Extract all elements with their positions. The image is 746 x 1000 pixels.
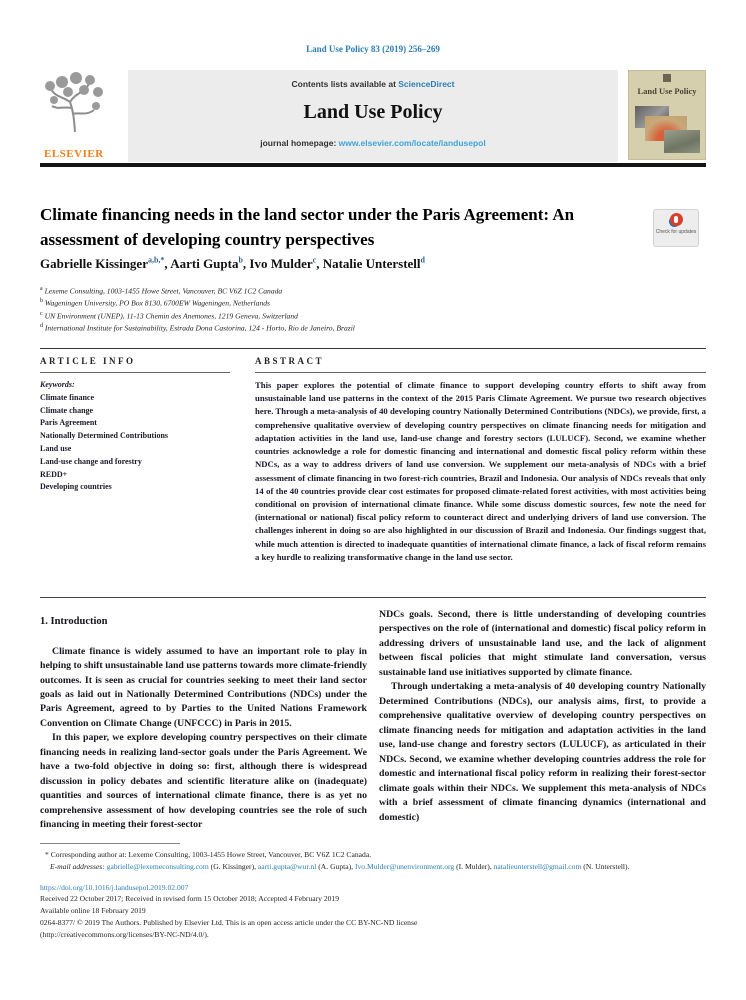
author-sup: b [238,256,243,265]
keyword: Climate change [40,405,94,415]
keyword: Paris Agreement [40,418,97,428]
email-addresses-line [40,861,706,873]
affiliation-text: Lexeme Consulting, 1003-1455 Howe Street, Vancouver, BC V6Z 1C2 Canada [44,286,283,296]
cover-emblem-icon [663,74,671,82]
doi-link[interactable]: https://doi.org/10.1016/j.landusepol.2019.02.007 [40,882,189,892]
article-info-rule [40,372,230,373]
author [323,256,425,271]
homepage-label: journal homepage: [260,138,339,148]
email-label: E-mail addresses: [50,861,107,871]
keywords-block [40,379,230,494]
affiliation-text: UN Environment (UNEP), 11-13 Chemin des Anemones, 1219 Geneva, Switzerland [44,311,298,321]
author-name: Ivo Mulder [249,256,313,272]
keyword: Land use [40,443,72,453]
journal-citation-link[interactable]: Land Use Policy 83 (2019) 256–269 [306,44,440,54]
footnote-block [40,849,706,940]
author-name: Gabrielle Kissinger [40,256,148,272]
affiliation [40,285,680,297]
affiliation-sup: a [40,286,43,292]
section-top-rule [40,348,706,349]
keyword: Developing countries [40,482,112,492]
banner-center [128,70,618,162]
author [170,256,249,271]
elsevier-wordmark: ELSEVIER [44,148,104,160]
copyright-line: 0264-8377/ © 2019 The Authors. Published by Elsevier Ltd. This is an open access article under the CC BY-NC-ND license [40,917,418,927]
author [249,256,322,271]
journal-title: Land Use Policy [303,101,443,123]
cover-photo-3 [664,130,700,153]
affiliation-sup: d [40,322,43,329]
check-for-updates-label: Check for updates [655,229,697,235]
received-line: Received 22 October 2017; Received in revised form 15 October 2018; Accepted 4 February 2019 [40,894,340,904]
author-sup: d [420,256,425,265]
author-sep: , [316,256,323,272]
email-name: (N. Unterstell). [581,861,630,871]
journal-cover-thumbnail [628,70,706,160]
intro-paragraph: NDCs goals. Second, there is little understanding of developing countries perspectives on the role of (international and domestic) fiscal policy reform in addressing drivers of unsustainable land use, and the lack of alignment between fiscal policies that might stimulate land conversation, versus sustainable land use initiatives supported by climate finance. [379,609,706,678]
email-link[interactable]: gabrielle@lexemeconsulting.com [106,861,209,871]
affiliation-sup: c [40,310,43,317]
keyword: Land-use change and forestry [40,456,142,466]
footnote-rule [40,843,180,844]
author-name: Natalie Unterstell [322,256,421,272]
doi-line [40,882,706,894]
article-title: Climate financing needs in the land sector under the Paris Agreement: An assessment of developing country perspectives [40,205,575,249]
email-name: (I. Mulder), [454,861,494,871]
affiliation-text: International Institute for Sustainability, Estrada Dona Castorina, 124 - Horto, Rio de Janeiro, Brazil [44,323,355,333]
corresponding-author-note: * Corresponding author at: Lexeme Consulting, 1003-1455 Howe Street, Vancouver, BC V6Z 1C2 Canada. [45,850,372,859]
check-for-updates-badge[interactable] [653,209,699,247]
intro-paragraph: In this paper, we explore developing country perspectives on their climate financing needs in realizing land-sector goals under the Paris Agreement. We have a two-fold objective in doing so: first, although there is widespread discussion in policy debates and scientific literature alike on (inadequate) quantities and sources of international climate finance, there is as yet no comprehensive assessment of how developing countries see the role of such financing in meeting their forest-sector [40,732,367,831]
introduction-heading: 1. Introduction [40,616,108,627]
author-sep: , [164,256,171,272]
email-link[interactable]: aarti.gupta@wur.nl [257,861,317,871]
journal-banner [40,70,706,162]
intro-paragraph: Climate finance is widely assumed to have an important role to play in helping to shift unsustainable land use patterns towards more climate-friendly outcomes. It is seen as crucial for countries seeking to meet their land sector goals as laid out in Nationally Determined Contributions (NDCs) under the Paris Agreement, agreed to by Parties to the United Nations Framework Convention on Climate Change (UNFCCC) in Paris in 2015. [40,645,367,729]
affiliation-text: Wageningen University, PO Box 8130, 6700EW Wageningen, Netherlands [44,298,271,308]
homepage-line [128,138,618,148]
article-info-heading: ARTICLE INFO [40,356,136,366]
journal-homepage-link[interactable]: www.elsevier.com/locate/landusepol [338,138,486,148]
affiliation [40,310,680,322]
author-sup: a,b,* [147,256,165,265]
author-list [40,256,660,272]
email-link[interactable]: Ivo.Mulder@unenvironment.org [354,861,455,871]
contents-line [128,79,618,89]
elsevier-logo [40,70,128,162]
affiliation [40,297,680,309]
keywords-label: Keywords: [40,380,75,389]
license-url-line: (http://creativecommons.org/licenses/BY-NC-ND/4.0/). [40,929,209,939]
author-name: Aarti Gupta [170,256,239,272]
elsevier-tree-icon [40,70,110,140]
abstract-bottom-rule [40,597,706,598]
available-online-line: Available online 18 February 2019 [40,906,146,916]
affiliation [40,322,680,334]
banner-divider [40,163,706,167]
sciencedirect-link[interactable]: ScienceDirect [398,79,455,89]
author-sep: , [242,256,250,272]
crossmark-icon [670,213,683,226]
abstract-text: This paper explores the potential of climate finance to support developing country efforts to shift away from unsustainable land use patterns in the context of the 2015 Paris Climate Agreement. We pursue two research objectives here. Through a meta-analysis of 40 developing country Nationally Determined Contributions (NDCs), we provide, first, a comprehensive qualitative overview of developing country perspectives on climate financing needs for mitigation and adaptation activities in the land use, land-use change and forestry sectors (LULUCF). Second, we examine whether countries acknowledge a role for domestic financing and international and domestic fiscal policy reform within these NDCs, as a way to address drivers of land use conversion. We supplement our meta-analysis of NDCs with a brief assessment of climate financing in two forest-rich countries, Brazil and Indonesia. Our analysis of NDCs reveals that only 14 of the 40 countries provide clear cost estimates for proposed climate-related forest activities, with most activities being conditional on provision of international climate finance. While some discuss domestic sources, few note the need for (international or national) fiscal policy reform to counteract direct and underlying drivers of land use conversion. The challenges inherent in doing so are also highlighted in our discussion of Brazil and Indonesia. Our findings suggest that, while much attention is directed to inadequate quantities of international climate finance, a lack of fiscal reform remains a key hurdle to realizing transformative change in the land use sector. [255,380,706,562]
contents-prefix: Contents lists available at [291,79,399,89]
keyword: Climate finance [40,392,94,402]
keyword: Nationally Determined Contributions [40,431,168,441]
intro-left-column [40,614,367,833]
keyword: REDD+ [40,469,68,479]
abstract-rule [255,372,706,373]
affiliation-list [40,285,680,334]
cover-title: Land Use Policy [637,86,697,96]
email-name: (A. Gupta), [316,861,355,871]
affiliation-sup: b [40,298,43,305]
abstract-heading: ABSTRACT [255,356,325,366]
intro-right-column [379,608,706,825]
author-sup: c [312,256,317,265]
email-name: (G. Kissinger), [208,861,258,871]
author [40,256,170,271]
intro-paragraph: Through undertaking a meta-analysis of 40 developing country Nationally Determined Contributions (NDCs), our analysis aims, first, to provide a comprehensive qualitative overview of developing country perspectives on climate financing needs for mitigation and adaptation activities in the land use, land-use change and forestry sectors (LULUCF), as articulated in their NDCs. Second, we examine whether developing countries address the role for domestic and international fiscal policy reform in realizing their forest-sector climate goals within their NDCs. We supplement this meta-analysis of NDCs with a brief assessment of climate financing dynamics (international and domestic) [379,681,706,823]
email-link[interactable]: natalieunterstell@gmail.com [493,861,582,871]
